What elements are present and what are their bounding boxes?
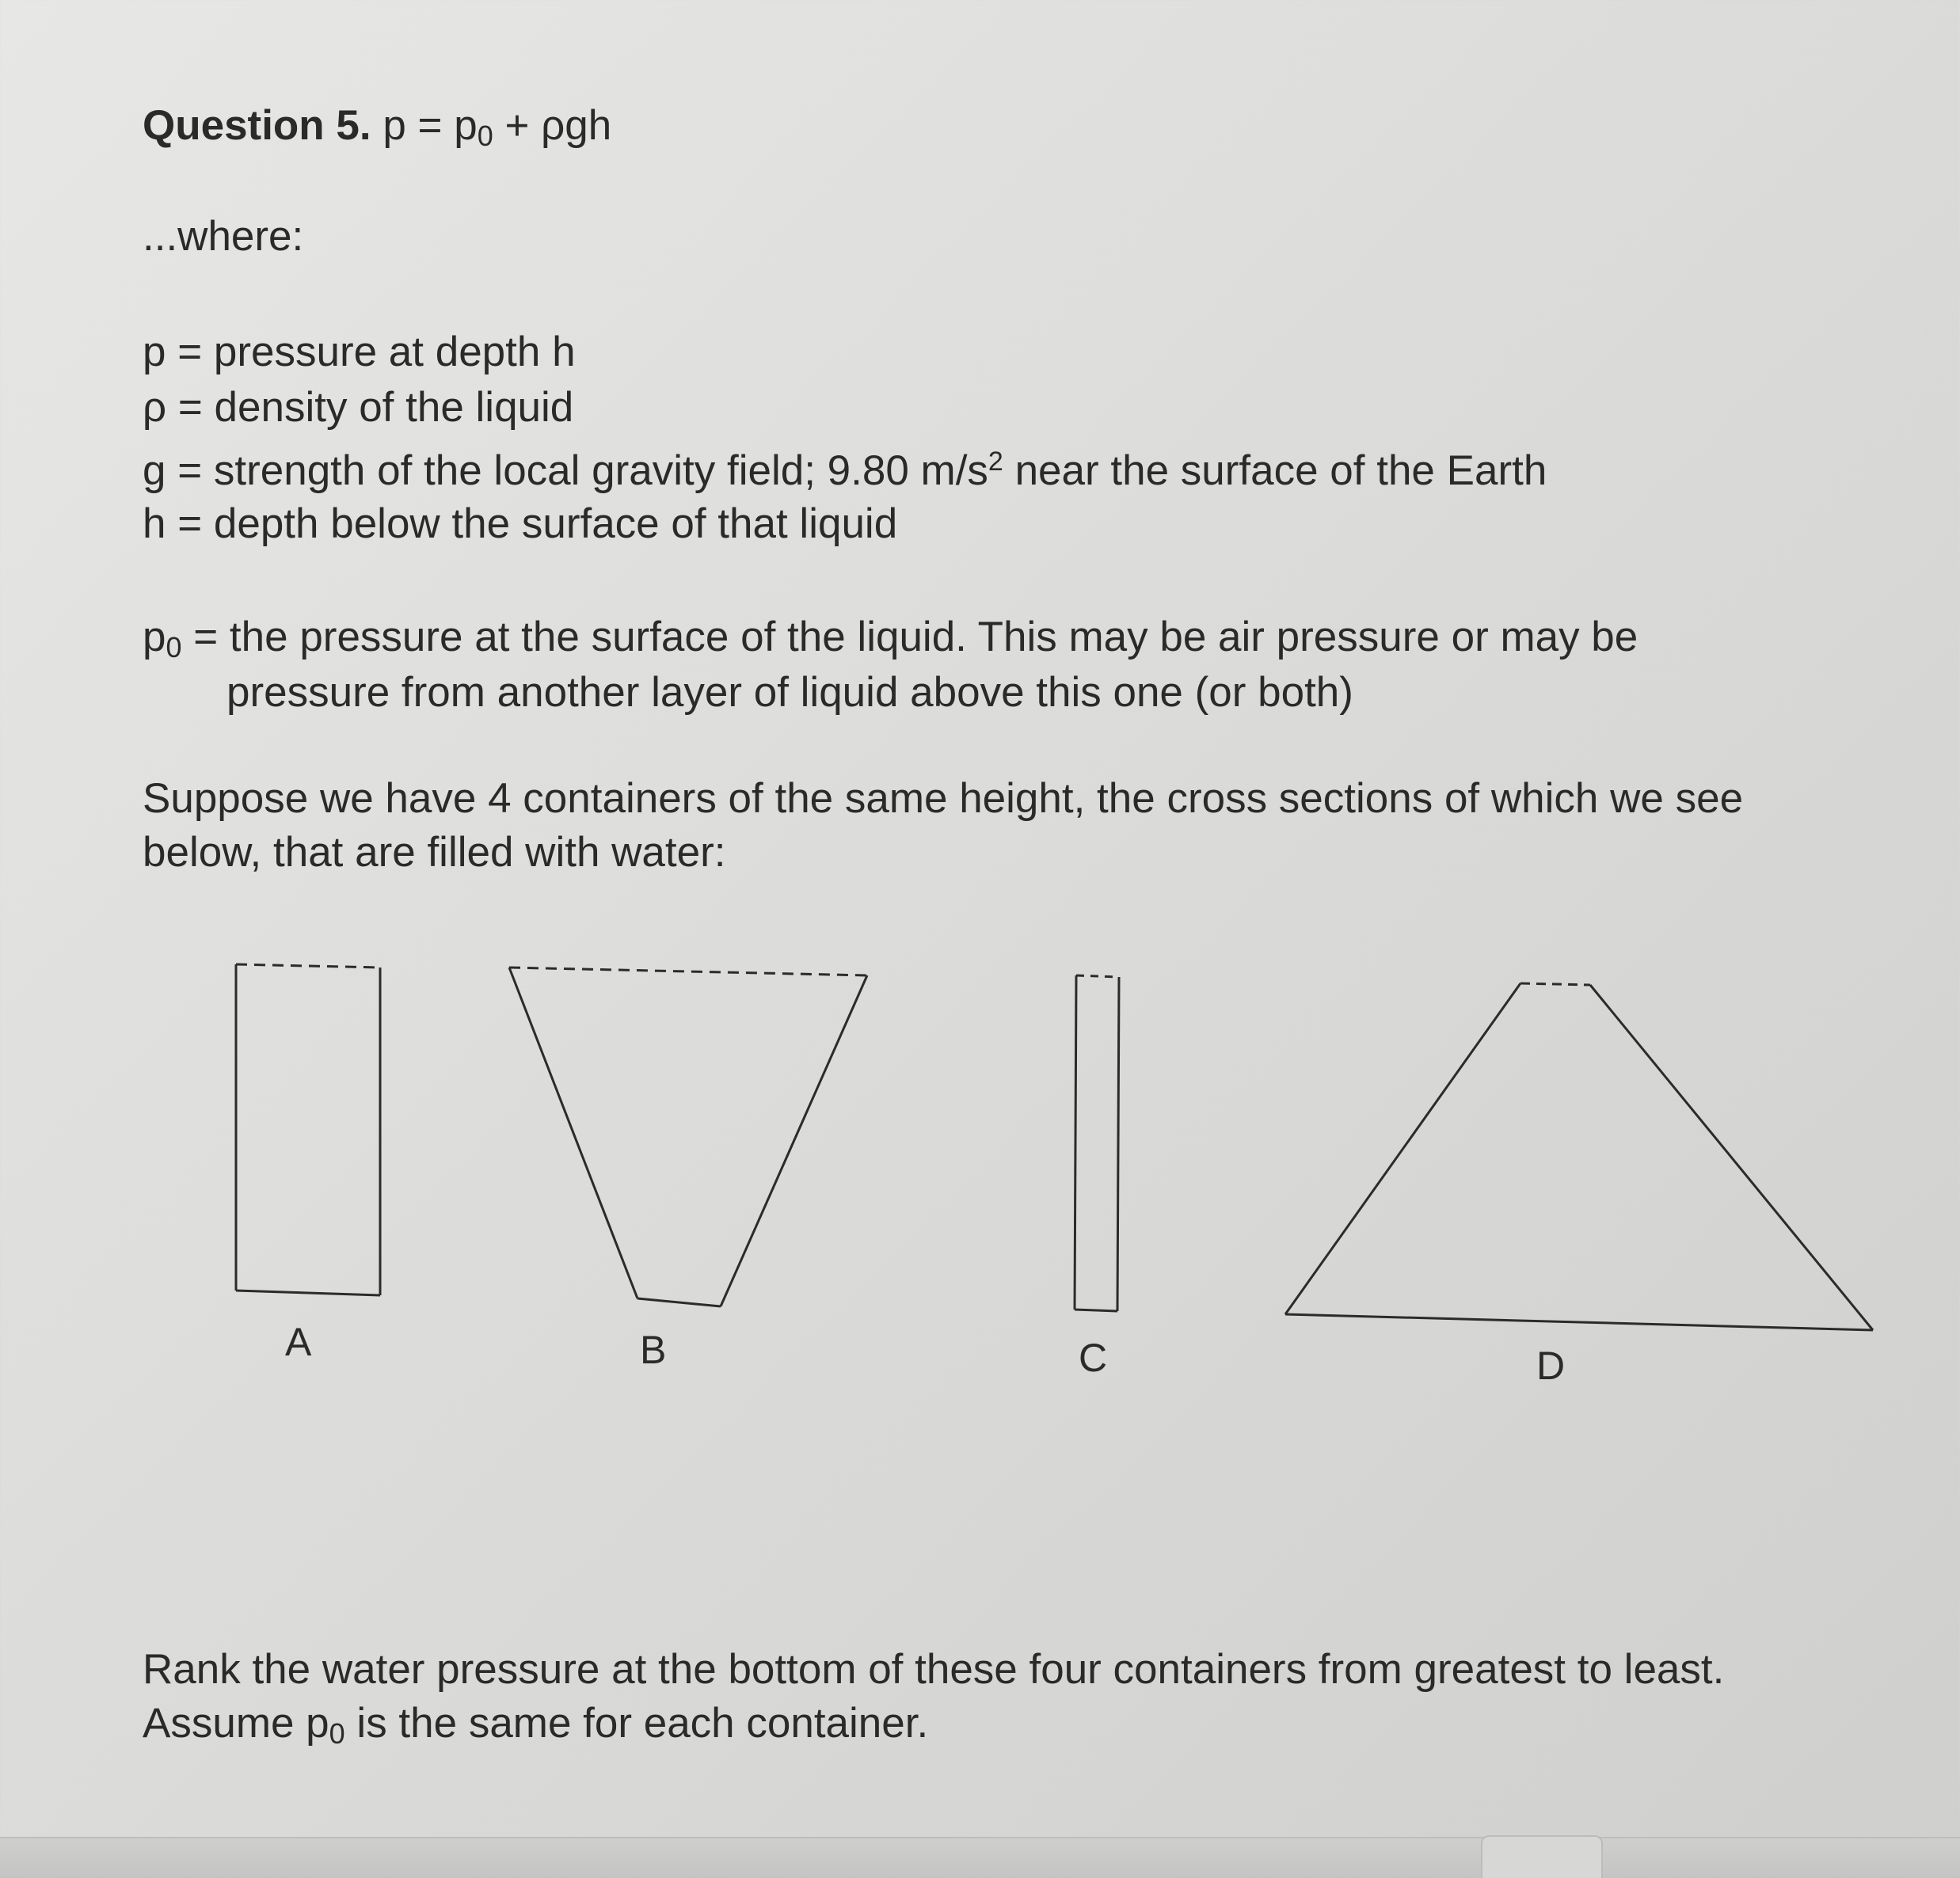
container-b-label: B: [640, 1328, 667, 1372]
rank-question-text: Assume p: [143, 1700, 329, 1747]
definition-g-superscript: 2: [988, 447, 1003, 477]
rank-question-line-1: Rank the water pressure at the bottom of these four containers from greatest to least.: [143, 1646, 1725, 1693]
container-d-shape: [1285, 983, 1873, 1330]
question-label: Question 5.: [143, 102, 371, 149]
definition-rho: ρ = density of the liquid: [143, 384, 574, 431]
page-bottom-edge: [0, 1837, 1960, 1878]
container-c-label: C: [1079, 1336, 1108, 1380]
rank-question-tail: is the same for each container.: [344, 1700, 929, 1747]
definition-g-text: g = strength of the local gravity field; 9.80 m/s: [143, 447, 988, 494]
definition-g-tail: near the surface of the Earth: [1003, 447, 1547, 494]
container-c-shape: [1075, 975, 1119, 1311]
definition-h: h = depth below the surface of that liquid: [143, 500, 898, 547]
container-a-label: A: [285, 1320, 312, 1364]
prompt-line-2: below, that are filled with water:: [143, 829, 726, 876]
definition-p0-subscript: 0: [166, 631, 182, 663]
rank-question-subscript: 0: [329, 1717, 345, 1750]
definition-p0-symbol: p: [143, 614, 166, 660]
definition-p: p = pressure at depth h: [143, 329, 576, 375]
definition-p0-continuation: pressure from another layer of liquid above this one (or both): [226, 669, 1353, 716]
container-d-label: D: [1536, 1344, 1566, 1388]
formula-subscript: 0: [477, 120, 493, 152]
formula-rest: + ρgh: [493, 102, 612, 149]
container-a-shape: [236, 964, 380, 1295]
where-label: ...where:: [143, 213, 304, 260]
container-b-shape: [509, 968, 867, 1306]
prompt-line-1: Suppose we have 4 containers of the same height, the cross sections of which we see: [143, 775, 1744, 822]
definition-p0-text: = the pressure at the surface of the liquid. This may be air pressure or may be: [181, 614, 1638, 660]
partial-button[interactable]: [1481, 1835, 1603, 1878]
formula-main: p = p: [382, 102, 478, 149]
rank-question-line-2: [143, 1700, 929, 1750]
